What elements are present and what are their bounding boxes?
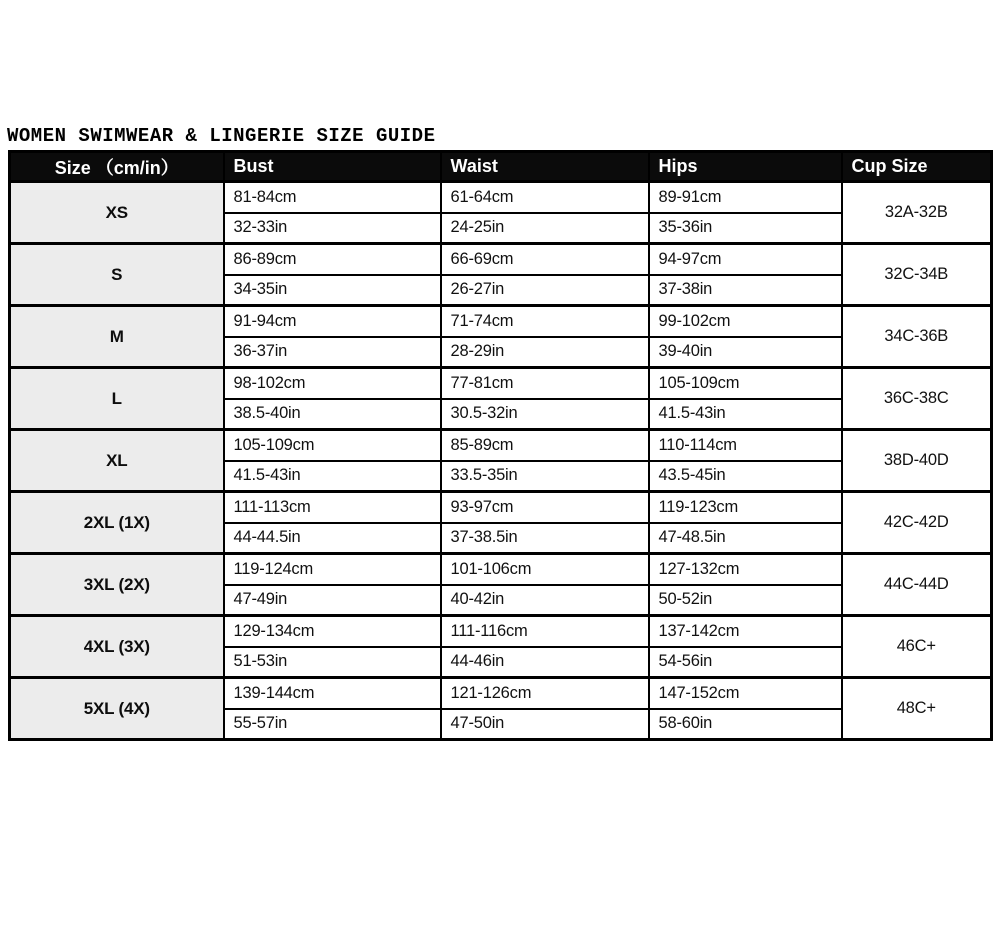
waist-cm-value: 111-116cm [441, 616, 649, 647]
bust-cm-value: 91-94cm [224, 306, 441, 337]
hips-cm-value: 137-142cm [649, 616, 842, 647]
cup-size-value: 44C-44D [842, 554, 992, 616]
column-header-bust: Bust [224, 152, 441, 182]
table-header-row [10, 152, 992, 182]
waist-cm-value: 85-89cm [441, 430, 649, 461]
cup-size-value: 36C-38C [842, 368, 992, 430]
size-label: XS [10, 182, 224, 244]
bust-cm-value: 119-124cm [224, 554, 441, 585]
bust-in-value: 38.5-40in [224, 399, 441, 430]
waist-cm-value: 77-81cm [441, 368, 649, 399]
bust-in-value: 55-57in [224, 709, 441, 740]
table-row [10, 616, 992, 647]
waist-in-value: 44-46in [441, 647, 649, 678]
size-label: XL [10, 430, 224, 492]
bust-cm-value: 86-89cm [224, 244, 441, 275]
column-header-hips: Hips [649, 152, 842, 182]
bust-cm-value: 139-144cm [224, 678, 441, 709]
column-header-size: Size （cm/in） [10, 152, 224, 182]
waist-in-value: 37-38.5in [441, 523, 649, 554]
hips-in-value: 43.5-45in [649, 461, 842, 492]
hips-in-value: 58-60in [649, 709, 842, 740]
waist-cm-value: 61-64cm [441, 182, 649, 213]
column-header-cup-size: Cup Size [842, 152, 992, 182]
size-label: 2XL (1X) [10, 492, 224, 554]
waist-in-value: 47-50in [441, 709, 649, 740]
bust-cm-value: 81-84cm [224, 182, 441, 213]
hips-in-value: 50-52in [649, 585, 842, 616]
bust-cm-value: 98-102cm [224, 368, 441, 399]
cup-size-value: 32A-32B [842, 182, 992, 244]
cup-size-value: 32C-34B [842, 244, 992, 306]
size-label: S [10, 244, 224, 306]
cup-size-value: 42C-42D [842, 492, 992, 554]
table-row [10, 306, 992, 337]
table-row [10, 492, 992, 523]
bust-in-value: 41.5-43in [224, 461, 441, 492]
waist-cm-value: 121-126cm [441, 678, 649, 709]
bust-in-value: 47-49in [224, 585, 441, 616]
table-row [10, 244, 992, 275]
size-label: L [10, 368, 224, 430]
bust-in-value: 44-44.5in [224, 523, 441, 554]
hips-cm-value: 99-102cm [649, 306, 842, 337]
hips-in-value: 54-56in [649, 647, 842, 678]
size-label: 5XL (4X) [10, 678, 224, 740]
waist-cm-value: 66-69cm [441, 244, 649, 275]
hips-cm-value: 147-152cm [649, 678, 842, 709]
bust-in-value: 32-33in [224, 213, 441, 244]
hips-in-value: 47-48.5in [649, 523, 842, 554]
hips-cm-value: 119-123cm [649, 492, 842, 523]
table-row [10, 678, 992, 709]
waist-cm-value: 93-97cm [441, 492, 649, 523]
cup-size-value: 48C+ [842, 678, 992, 740]
cup-size-value: 34C-36B [842, 306, 992, 368]
bust-in-value: 34-35in [224, 275, 441, 306]
size-label: 4XL (3X) [10, 616, 224, 678]
table-row [10, 430, 992, 461]
hips-in-value: 37-38in [649, 275, 842, 306]
size-label: M [10, 306, 224, 368]
size-label: 3XL (2X) [10, 554, 224, 616]
table-row [10, 554, 992, 585]
bust-in-value: 36-37in [224, 337, 441, 368]
cup-size-value: 38D-40D [842, 430, 992, 492]
size-guide-table [8, 150, 993, 741]
table-row [10, 368, 992, 399]
waist-cm-value: 71-74cm [441, 306, 649, 337]
waist-cm-value: 101-106cm [441, 554, 649, 585]
bust-cm-value: 129-134cm [224, 616, 441, 647]
cup-size-value: 46C+ [842, 616, 992, 678]
table-row [10, 182, 992, 213]
hips-in-value: 41.5-43in [649, 399, 842, 430]
hips-cm-value: 105-109cm [649, 368, 842, 399]
hips-cm-value: 94-97cm [649, 244, 842, 275]
waist-in-value: 33.5-35in [441, 461, 649, 492]
bust-cm-value: 111-113cm [224, 492, 441, 523]
hips-in-value: 35-36in [649, 213, 842, 244]
waist-in-value: 28-29in [441, 337, 649, 368]
hips-cm-value: 127-132cm [649, 554, 842, 585]
hips-cm-value: 110-114cm [649, 430, 842, 461]
column-header-waist: Waist [441, 152, 649, 182]
bust-in-value: 51-53in [224, 647, 441, 678]
hips-cm-value: 89-91cm [649, 182, 842, 213]
waist-in-value: 40-42in [441, 585, 649, 616]
bust-cm-value: 105-109cm [224, 430, 441, 461]
hips-in-value: 39-40in [649, 337, 842, 368]
waist-in-value: 24-25in [441, 213, 649, 244]
waist-in-value: 30.5-32in [441, 399, 649, 430]
page-title: WOMEN SWIMWEAR & LINGERIE SIZE GUIDE [7, 125, 436, 147]
waist-in-value: 26-27in [441, 275, 649, 306]
